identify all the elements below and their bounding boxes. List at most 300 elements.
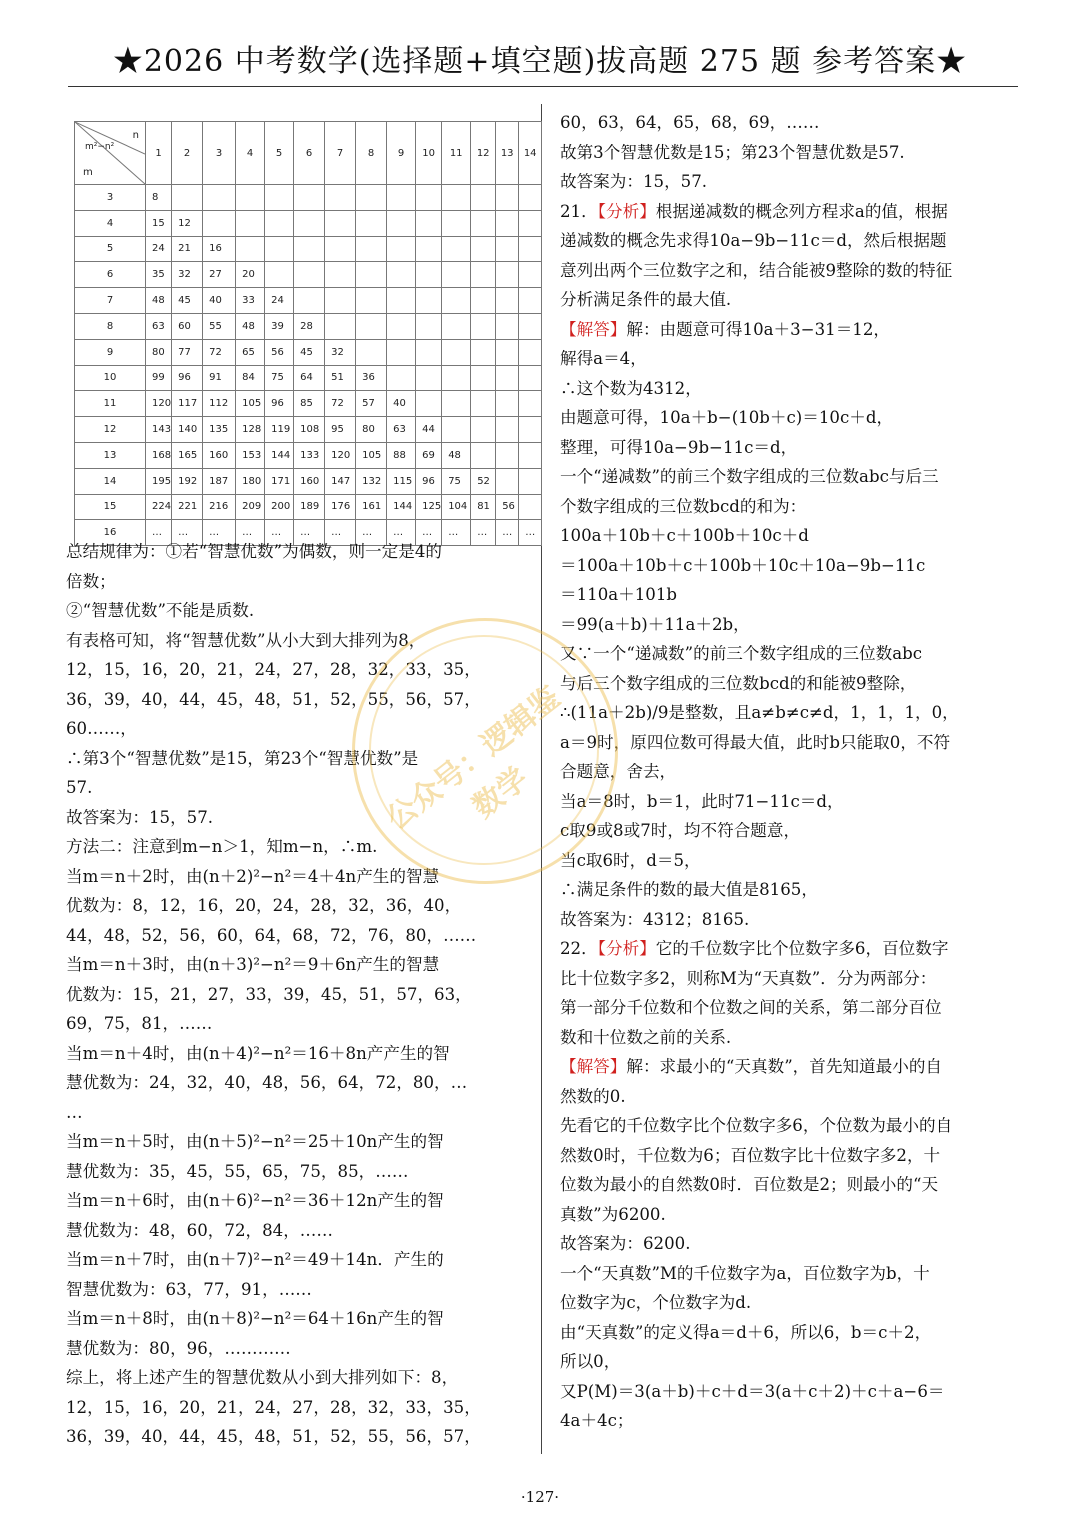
text-line: 36，39，40，44，45，48，51，52，55，56，57， (66, 1427, 481, 1446)
table-row (75, 236, 542, 262)
text-line (560, 1288, 1020, 1318)
text-line (560, 669, 1020, 699)
text-line: 36，39，40，44，45，48，51，52，55，56，57， (66, 689, 481, 709)
text-line (560, 964, 1020, 994)
line-text: 然数的0. (560, 1086, 626, 1106)
table-cell: 56 (265, 339, 294, 365)
table-cell (519, 262, 542, 288)
text-line: 当m＝n＋8时，由(n＋8)²−n²＝64＋16n产生的智 (66, 1309, 444, 1328)
table-cell: 55 (203, 313, 236, 339)
table-cell: 60 (172, 313, 203, 339)
table-cell: 95 (325, 417, 356, 443)
table-cell: 52 (471, 468, 496, 494)
line-text: 100a＋10b＋c＋100b＋10c＋d (560, 526, 809, 545)
table-cell: 21 (172, 236, 203, 262)
row-header: 10 (75, 365, 146, 391)
table-row (75, 468, 542, 494)
text-line: 有表格可知，将“智慧优数”从小大到大排列为8， (66, 630, 426, 650)
table-cell: 27 (203, 262, 236, 288)
table-cell (325, 185, 356, 211)
text-line (560, 226, 1020, 256)
table-cell: 189 (294, 494, 325, 520)
table-row (75, 442, 542, 468)
table-cell (294, 288, 325, 314)
table-cell: 216 (203, 494, 236, 520)
table-cell (294, 210, 325, 236)
table-cell (203, 210, 236, 236)
table-cell (294, 185, 325, 211)
text-line (560, 1170, 1020, 1200)
table-cell (387, 339, 416, 365)
table-cell (471, 262, 496, 288)
line-text: 故答案为：15，57. (560, 172, 708, 191)
text-line: 故答案为：15，57. (66, 807, 214, 827)
text-line (560, 639, 1020, 669)
table-cell: 153 (236, 442, 265, 468)
table-cell: 125 (416, 494, 442, 520)
text-line (560, 816, 1020, 846)
text-line (560, 462, 1020, 492)
table-cell: 104 (442, 494, 471, 520)
table-cell: 8 (146, 185, 172, 211)
column-header: 9 (387, 122, 416, 185)
text-line (560, 1082, 1020, 1112)
table-cell: 36 (356, 365, 387, 391)
header-rule (68, 86, 1018, 87)
table-cell: … (356, 520, 387, 546)
table-cell (496, 365, 519, 391)
column-header: 12 (471, 122, 496, 185)
line-text: ∴这个数为4312， (560, 378, 702, 398)
table-cell (416, 365, 442, 391)
table-cell (203, 185, 236, 211)
text-line (560, 1347, 1020, 1377)
line-text: 分析满足条件的最大值. (560, 290, 732, 309)
table-cell: 96 (265, 391, 294, 417)
text-line: 44，48，52，56，60，64，68，72，76，80，…… (66, 925, 477, 945)
text-line: 优数为：8，12，16，20，24，28，32，36，40， (66, 896, 462, 915)
table-cell (519, 365, 542, 391)
line-text: 个数字组成的三位数bcd的和为： (560, 496, 807, 516)
table-cell (442, 185, 471, 211)
section-tag: 【解答】 (560, 1057, 627, 1076)
table-cell: 105 (236, 391, 265, 417)
column-header: 3 (203, 122, 236, 185)
text-line: 69，75，81，…… (66, 1014, 213, 1033)
table-cell (471, 417, 496, 443)
table-cell (325, 288, 356, 314)
text-line: 当m＝n＋2时，由(n＋2)²−n²＝4＋4n产生的智慧 (66, 866, 440, 886)
table-cell (519, 391, 542, 417)
text-line (560, 1023, 1020, 1053)
section-tag: 【分析】 (597, 939, 656, 958)
line-text: 它的千位数字比个位数字多6，百位数字 (655, 939, 949, 958)
table-cell (236, 236, 265, 262)
corner-label-mn: m²−n² (85, 142, 115, 152)
line-text: 真数”为6200. (560, 1204, 666, 1224)
table-cell (416, 210, 442, 236)
text-line (560, 374, 1020, 404)
table-cell (265, 262, 294, 288)
table-cell (496, 288, 519, 314)
table-cell (496, 468, 519, 494)
table-cell: 44 (416, 417, 442, 443)
table-cell: 160 (294, 468, 325, 494)
text-line: 当m＝n＋4时，由(n＋4)²−n²＝16＋8n产产生的智 (66, 1043, 450, 1063)
text-line: 12，15，16，20，21，24，27，28，32，33，35， (66, 660, 481, 679)
table-cell: 57 (356, 391, 387, 417)
text-line (560, 993, 1020, 1023)
line-text: 一个“递减数”的前三个数字组成的三位数abc与后三 (560, 467, 939, 486)
table-cell: 168 (146, 442, 172, 468)
column-header: 14 (519, 122, 542, 185)
text-line: 慧优数为：48，60，72，84，…… (66, 1220, 333, 1240)
table-cell: 165 (172, 442, 203, 468)
column-header: 6 (294, 122, 325, 185)
line-text: 所以0， (560, 1352, 621, 1371)
table-cell: … (236, 520, 265, 546)
page-number: ·127· (520, 1488, 560, 1506)
row-header: 7 (75, 288, 146, 314)
table-cell: 84 (236, 365, 265, 391)
text-line: 方法二：注意到m−n＞1，知m−n，∴m. (66, 837, 378, 856)
table-cell: … (496, 520, 519, 546)
corner-label-n: n (132, 130, 139, 141)
table-cell: 12 (172, 210, 203, 236)
table-cell: 48 (236, 313, 265, 339)
table-cell (496, 185, 519, 211)
text-line: 倍数； (66, 571, 116, 591)
text-line (560, 285, 1020, 315)
text-line (560, 787, 1020, 817)
table-cell: 96 (416, 468, 442, 494)
table-row (75, 417, 542, 443)
row-header: 5 (75, 236, 146, 262)
table-cell: 75 (442, 468, 471, 494)
table-cell (442, 391, 471, 417)
table-row (75, 288, 542, 314)
column-header: 7 (325, 122, 356, 185)
table-cell: … (265, 520, 294, 546)
line-text: 递减数的概念先求得10a−9b−11c＝d，然后根据题 (560, 231, 947, 250)
table-cell (471, 236, 496, 262)
table-cell: 140 (172, 417, 203, 443)
page-header: ★2026 中考数学(选择题+填空题)拔高题 275 题 参考答案★ (112, 44, 968, 79)
table-cell (356, 288, 387, 314)
text-line (560, 1200, 1020, 1230)
text-line (560, 433, 1020, 463)
table-cell (387, 262, 416, 288)
text-line (560, 521, 1020, 551)
table-cell (387, 288, 416, 314)
column-header: 11 (442, 122, 471, 185)
text-line: 总结规律为：①若“智慧优数”为偶数，则一定是4的 (66, 542, 442, 561)
table-cell: 45 (172, 288, 203, 314)
table-cell: 108 (294, 417, 325, 443)
line-text: 合题意，舍去， (560, 762, 677, 781)
table-cell: … (203, 520, 236, 546)
table-cell: 32 (325, 339, 356, 365)
line-text: 比十位数字多2，则称M为“天真数”．分为两部分： (560, 968, 937, 988)
text-line: 智慧优数为：63，77，91，…… (66, 1279, 312, 1299)
table-cell (519, 494, 542, 520)
table-cell: 24 (146, 236, 172, 262)
text-line (560, 1229, 1020, 1259)
table-cell: … (442, 520, 471, 546)
text-line (560, 757, 1020, 787)
table-cell (356, 210, 387, 236)
table-cell (496, 210, 519, 236)
text-line (560, 846, 1020, 876)
table-cell: 63 (387, 417, 416, 443)
table-cell (471, 339, 496, 365)
table-cell: 40 (203, 288, 236, 314)
row-header: 3 (75, 185, 146, 211)
table-cell: 35 (146, 262, 172, 288)
text-line: 优数为：15，21，27，33，39，45，51，57，63， (66, 984, 472, 1004)
table-cell: 33 (236, 288, 265, 314)
table-cell: 45 (294, 339, 325, 365)
table-row (75, 391, 542, 417)
table-cell (325, 262, 356, 288)
column-header: 5 (265, 122, 294, 185)
table-cell: 105 (356, 442, 387, 468)
line-text: 又∵一个“递减数”的前三个数字组成的三位数abc (560, 644, 923, 663)
table-cell (294, 236, 325, 262)
text-line (560, 138, 1020, 168)
table-cell (519, 236, 542, 262)
table-cell (356, 185, 387, 211)
column-header: 1 (146, 122, 172, 185)
table-cell: 120 (146, 391, 172, 417)
table-cell: 32 (172, 262, 203, 288)
table-cell (496, 313, 519, 339)
table-cell: 72 (203, 339, 236, 365)
table-cell: … (146, 520, 172, 546)
row-header: 15 (75, 494, 146, 520)
text-line (560, 1141, 1020, 1171)
table-cell (416, 185, 442, 211)
text-line (560, 1318, 1020, 1348)
text-line (560, 108, 1020, 138)
table-cell: 135 (203, 417, 236, 443)
table-cell: 69 (416, 442, 442, 468)
table-cell: 144 (387, 494, 416, 520)
line-text: ＝110a＋101b (560, 585, 678, 604)
text-line (560, 403, 1020, 433)
table-cell (442, 288, 471, 314)
section-tag: 【解答】 (560, 319, 627, 339)
table-cell (416, 391, 442, 417)
question-number: 22． (560, 939, 598, 958)
line-text: 解：求最小的“天真数”，首先知道最小的自 (626, 1057, 943, 1076)
table-cell (325, 210, 356, 236)
text-line: ②“智慧优数”不能是质数. (66, 601, 255, 620)
section-tag: 【分析】 (597, 201, 656, 221)
text-line (560, 167, 1020, 197)
table-cell (519, 417, 542, 443)
table-cell: … (519, 520, 542, 546)
table-cell: 96 (172, 365, 203, 391)
table-cell: 187 (203, 468, 236, 494)
row-header: 8 (75, 313, 146, 339)
line-text: 数和十位数之前的关系. (560, 1027, 732, 1047)
table-cell (471, 442, 496, 468)
table-row (75, 339, 542, 365)
line-text: 当a＝8时，b＝1，此时71−11c＝d， (560, 791, 844, 811)
table-cell (442, 417, 471, 443)
table-cell (496, 391, 519, 417)
table-cell: … (387, 520, 416, 546)
table-cell: 56 (496, 494, 519, 520)
table-cell (416, 236, 442, 262)
table-cell (496, 236, 519, 262)
table-cell: … (172, 520, 203, 546)
table-cell: 81 (471, 494, 496, 520)
table-cell (519, 288, 542, 314)
line-text: 意列出两个三位数字之和，结合能被9整除的数的特征 (560, 260, 953, 280)
text-line: 当m＝n＋5时，由(n＋5)²−n²＝25＋10n产生的智 (66, 1132, 444, 1151)
text-line (560, 256, 1020, 286)
table-cell (519, 313, 542, 339)
table-cell (442, 236, 471, 262)
text-line: 慧优数为：24，32，40，48，56，64，72，80，… (66, 1073, 468, 1092)
table-cell: 147 (325, 468, 356, 494)
table-cell: 16 (203, 236, 236, 262)
table-row (75, 494, 542, 520)
table-corner-cell (75, 122, 146, 185)
table-cell (442, 365, 471, 391)
text-line: … (66, 1102, 83, 1122)
line-text: 由题意可得，10a＋b−(10b＋c)＝10c＋d， (560, 408, 894, 427)
line-text: a＝9时，原四位数可得最大值，此时b只能取0，不符 (560, 732, 951, 752)
table-cell: 160 (203, 442, 236, 468)
row-header: 11 (75, 391, 146, 417)
table-cell (519, 442, 542, 468)
text-line (560, 197, 1020, 227)
text-line: 慧优数为：80，96，………… (66, 1338, 291, 1358)
table-cell: 180 (236, 468, 265, 494)
text-line (560, 1406, 1020, 1436)
table-cell (471, 365, 496, 391)
line-text: 位数字为c，个位数字为d. (560, 1293, 752, 1312)
table-cell (236, 185, 265, 211)
table-header-row (75, 122, 542, 185)
table-cell: 221 (172, 494, 203, 520)
table-cell: 200 (265, 494, 294, 520)
line-text: 60，63，64，65，68，69，…… (560, 113, 820, 132)
line-text: 与后三个数字组成的三位数bcd的和能被9整除， (560, 673, 917, 693)
table-cell (471, 210, 496, 236)
table-row (75, 313, 542, 339)
table-cell (496, 442, 519, 468)
table-cell (442, 339, 471, 365)
table-cell (325, 236, 356, 262)
line-text: 位数为最小的自然数0时．百位数是2；则最小的“天 (560, 1175, 939, 1194)
table-cell: 48 (442, 442, 471, 468)
line-text: 先看它的千位数字比个位数字多6，个位数为最小的自 (560, 1116, 953, 1135)
table-cell: 72 (325, 391, 356, 417)
table-cell: 28 (294, 313, 325, 339)
table-cell: 117 (172, 391, 203, 417)
table-cell (416, 339, 442, 365)
table-cell: 63 (146, 313, 172, 339)
line-text: 然数0时，千位数为6；百位数字比十位数字多2，十 (560, 1145, 941, 1165)
table-cell (236, 210, 265, 236)
table-cell: 99 (146, 365, 172, 391)
table-cell: 119 (265, 417, 294, 443)
column-header: 13 (496, 122, 519, 185)
text-line (560, 698, 1020, 728)
table-cell (387, 365, 416, 391)
text-line: 当m＝n＋6时，由(n＋6)²−n²＝36＋12n产生的智 (66, 1191, 444, 1210)
table-cell (265, 236, 294, 262)
column-header: 10 (416, 122, 442, 185)
table-row (75, 365, 542, 391)
line-text: 第一部分千位数和个位数之间的关系，第二部分百位 (560, 998, 942, 1017)
table-cell: 128 (236, 417, 265, 443)
table-cell: 64 (294, 365, 325, 391)
table-cell: 144 (265, 442, 294, 468)
table-cell: 77 (172, 339, 203, 365)
text-line: 当m＝n＋7时，由(n＋7)²−n²＝49＋14n．产生的 (66, 1250, 444, 1269)
table-cell (294, 262, 325, 288)
text-line (560, 934, 1020, 964)
table-cell: 224 (146, 494, 172, 520)
column-header: 8 (356, 122, 387, 185)
table-cell (519, 468, 542, 494)
row-header: 6 (75, 262, 146, 288)
table-cell: 80 (146, 339, 172, 365)
line-text: 当c取6时，d＝5， (560, 850, 701, 870)
watermark-text: 公众号：逻辑鉴数学 (380, 679, 568, 837)
table-row (75, 185, 542, 211)
table-cell: 176 (325, 494, 356, 520)
text-line: 当m＝n＋3时，由(n＋3)²−n²＝9＋6n产生的智慧 (66, 955, 440, 974)
table-cell (387, 210, 416, 236)
line-text: 故第3个智慧优数是15；第23个智慧优数是57. (560, 142, 905, 162)
line-text: 解：由题意可得10a＋3−31＝12， (626, 319, 891, 339)
table-cell: 85 (294, 391, 325, 417)
row-header: 16 (75, 520, 146, 546)
line-text: 一个“天真数”M的千位数字为a，百位数字为b，十 (560, 1263, 930, 1283)
text-line (560, 1259, 1020, 1289)
table-cell: 80 (356, 417, 387, 443)
text-line (560, 492, 1020, 522)
line-text: 又P(M)＝3(a＋b)＋c＋d＝3(a＋c＋2)＋c＋a−6＝ (560, 1381, 945, 1401)
text-line (560, 610, 1020, 640)
line-text: 根据递减数的概念列方程求a的值，根据 (655, 201, 948, 221)
text-line (560, 875, 1020, 905)
table-cell: … (416, 520, 442, 546)
row-header: 12 (75, 417, 146, 443)
table-cell: 161 (356, 494, 387, 520)
table-cell: 115 (387, 468, 416, 494)
table-cell (442, 262, 471, 288)
line-text: 4a＋4c； (560, 1411, 634, 1430)
table-cell (519, 339, 542, 365)
wisdom-number-table (74, 121, 542, 546)
table-cell: 48 (146, 288, 172, 314)
table-cell (265, 185, 294, 211)
right-column (560, 108, 1020, 1436)
table-cell: … (294, 520, 325, 546)
row-header: 14 (75, 468, 146, 494)
text-line: ∴第3个“智慧优数”是15，第23个“智慧优数”是 (66, 748, 419, 768)
table-row (75, 210, 542, 236)
table-cell (172, 185, 203, 211)
column-header: 2 (172, 122, 203, 185)
